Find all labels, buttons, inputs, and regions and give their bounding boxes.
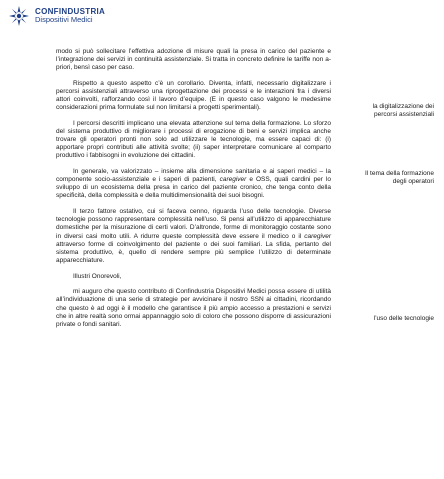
margin-note-technology: l’uso delle tecnologie xyxy=(373,315,434,322)
paragraph-5-part-b: attraverso forme di coinvolgimento del paziente o dei suoi familiari. La sfida, pertanto del sistema produttivo, è, quello di rendere sempre più semplice l’utilizzo di determinate apparecchiature. xyxy=(56,240,331,264)
paragraph-4 xyxy=(56,168,331,200)
margin-note-digitalization: la digitalizzazione dei percorsi assistenziali xyxy=(372,103,434,118)
confindustria-logo xyxy=(8,5,105,27)
margin-note-training: Il tema della formazione degli operatori xyxy=(364,170,434,185)
paragraph-2: Rispetto a questo aspetto c’è un corollario. Diventa, infatti, necessario digitalizzare i percorsi assistenziali attraverso una riprogettazione dei processi e le interazioni fra i diversi attori coinvolti, rafforzando così il lavoro d’equipe. (E in questo caso valgono le medesime considerazioni prima formulate sul non limitarsi a progetti sperimentali). xyxy=(56,79,331,112)
salutation: Illustri Onorevoli, xyxy=(73,272,122,280)
paragraph-5-emphasis: caregiver xyxy=(304,232,331,240)
paragraph-4-part-b: e OSS, quali cardini per lo sviluppo di un ecosistema della presa in carico del paziente cronico, che tenga conto della specificità, della complessità e della multidimensionalità dei suoi bisogni. xyxy=(56,176,331,200)
paragraph-closing: mi auguro che questo contributo di Confindustria Dispositivi Medici possa essere di utilità all’individuazione di una serie di strategie per avvicinare il nostro SSN ai cittadini, ricordando che questo è ad oggi è il modello che garantisce il più ampio accesso a prestazioni e servizi che in altre realtà sono ormai appannaggio solo di coloro che possono disporre di assicurazioni private o fondi sanitari. xyxy=(56,288,331,328)
paragraph-5-part-a: Il terzo fattore ostativo, cui si faceva cenno, riguarda l’uso delle tecnologie. Diverse tecnologie possono rappresentare complessità nell’uso. Si pensi all’utilizzo di apparecchiature domestiche per la misurazione di certi valori. D’altronde, forme di monitoraggio costante sono in diversi casi molto utili. A ridurre queste complessità deve essere il medico o il xyxy=(56,208,331,240)
document-body xyxy=(56,48,331,329)
paragraph-3: I percorsi descritti implicano una elevata attenzione sul tema della formazione. Lo sforzo del sistema produttivo di migliorare i processi di erogazione di beni e servizi implica anche trovare gli operatori pronti non solo ad utilizzare le tecnologie, ma essere capaci di: (i) apportare propri contributi alle attività svolte; (ii) saper interpretare comunicare al comparto produttivo i fabbisogni in evoluzione dei cittadini. xyxy=(56,120,331,160)
confindustria-star-logo-icon xyxy=(8,5,30,27)
paragraph-1: modo si può sollecitare l’effettiva adozione di misure quali la presa in carico del paziente e l’integrazione dei servizi in continuità assistenziale. Si tratta in concreto definire le tariffe non a-priori, bensì caso per caso. xyxy=(56,48,331,72)
logo-subtitle: Dispositivi Medici xyxy=(35,15,93,24)
paragraph-5 xyxy=(56,208,331,265)
paragraph-4-part-a: In generale, va valorizzato – insieme alla dimensione sanitaria e ai saperi medici – la componente socio-assistenziale e i saperi di pazienti, xyxy=(56,168,331,184)
paragraph-4-emphasis: caregiver xyxy=(219,176,247,184)
logo-title: CONFINDUSTRIA xyxy=(35,7,106,16)
